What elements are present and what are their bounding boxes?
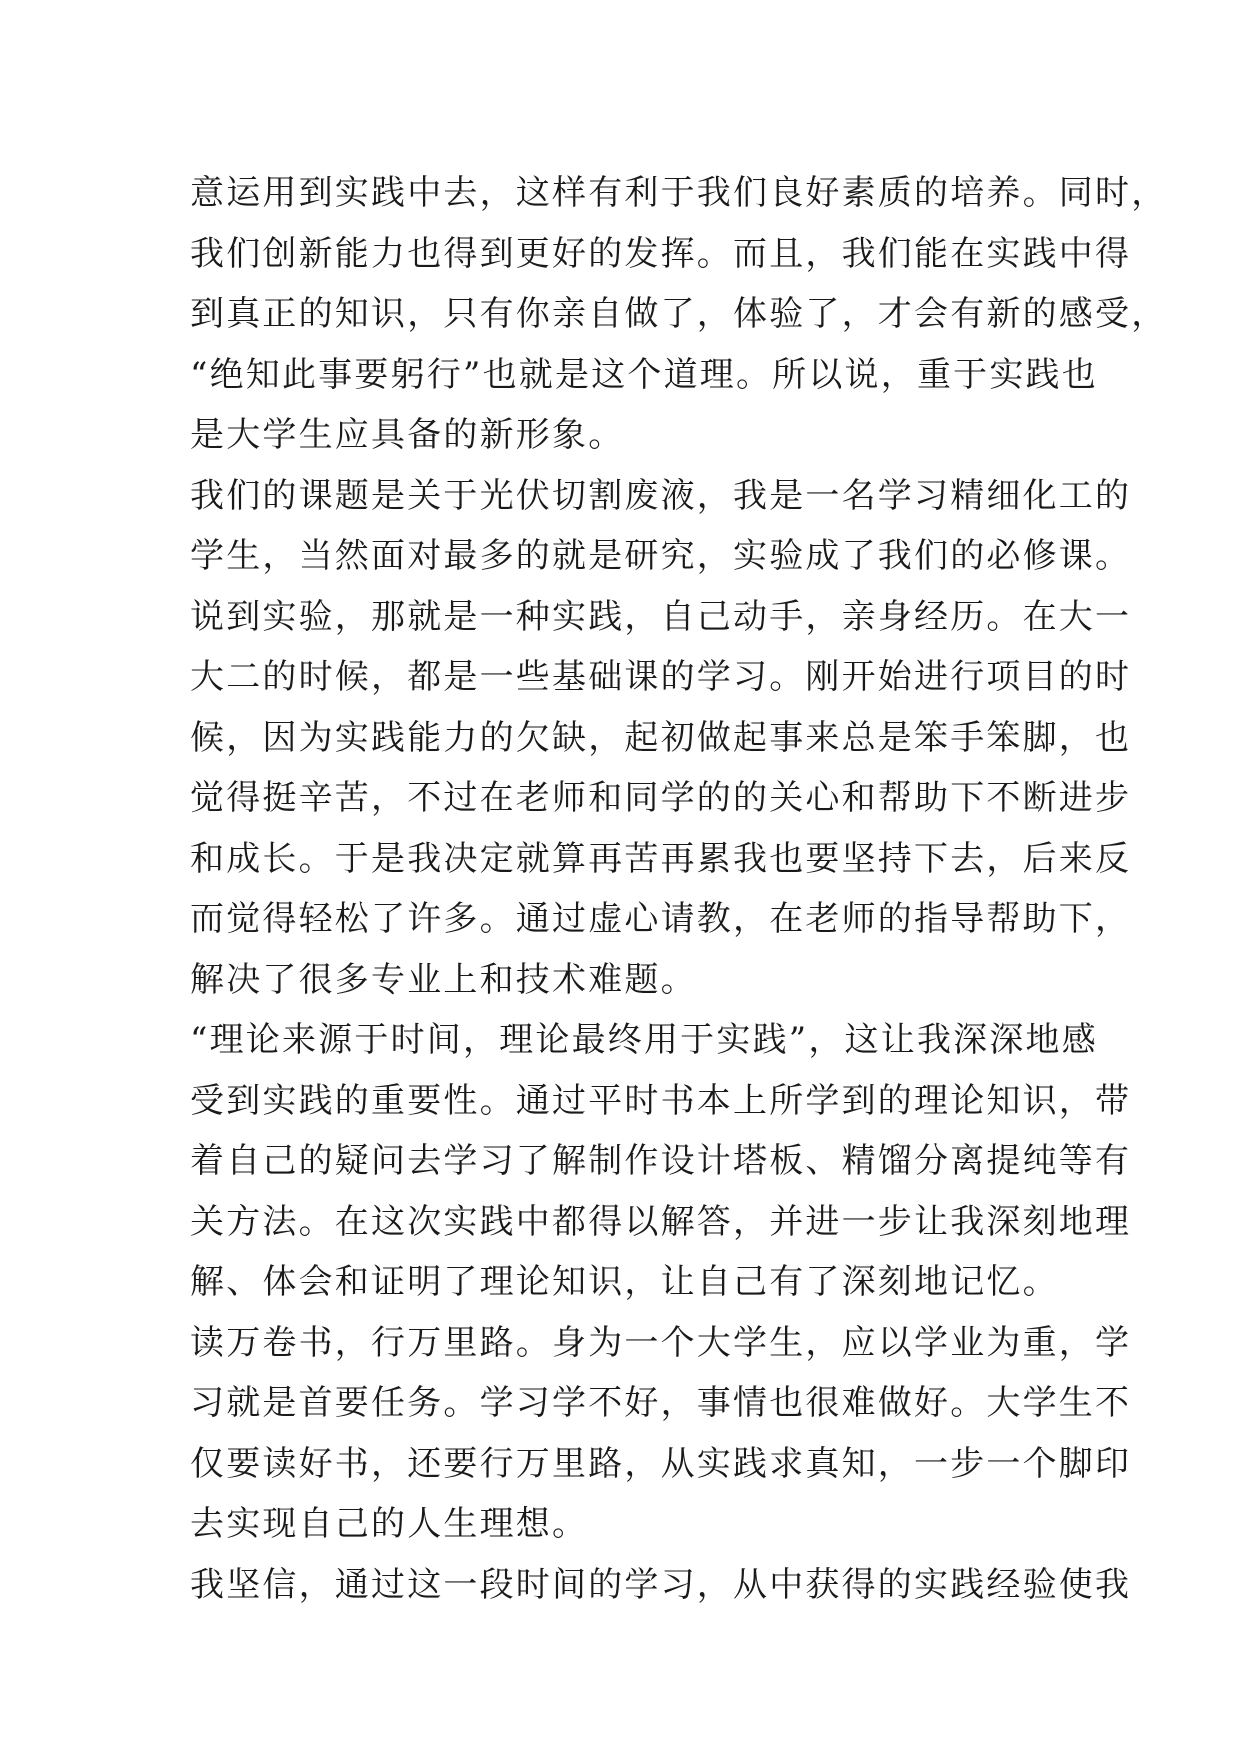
body-text (190, 163, 1168, 1615)
text-line: 大二的时候，都是一些基础课的学习。刚开始进行项目的时 (190, 657, 1132, 697)
text-line: 去实现自己的人生理想。 (190, 1504, 589, 1544)
text-line: 受到实践的重要性。通过平时书本上所学到的理论知识，带 (190, 1080, 1132, 1121)
text-line: 到真正的知识，只有你亲自做了，体验了，才会有新的感受， (190, 294, 1168, 334)
text-line: 说到实验，那就是一种实践，自己动手，亲身经历。在大一 (190, 596, 1132, 637)
text-line: 我们创新能力也得到更好的发挥。而且，我们能在实践中得 (190, 233, 1132, 274)
text-line: 是大学生应具备的新形象。 (190, 415, 625, 455)
text-line: 解决了很多专业上和技术难题。 (190, 959, 697, 1000)
text-line: 我们的课题是关于光伏切割废液，我是一名学习精细化工的 (190, 475, 1132, 516)
text-line: 仅要读好书，还要行万里路，从实践求真知，一步一个脚印 (190, 1443, 1132, 1484)
text-line: 学生，当然面对最多的就是研究，实验成了我们的必修课。 (190, 536, 1132, 576)
text-line: 候，因为实践能力的欠缺，起初做起事来总是笨手笨脚，也 (190, 717, 1132, 758)
text-line: 关方法。在这次实践中都得以解答，并进一步让我深刻地理 (190, 1201, 1132, 1242)
text-line: 着自己的疑问去学习了解制作设计塔板、精馏分离提纯等有 (190, 1141, 1132, 1181)
text-line: 而觉得轻松了许多。通过虚心请教，在老师的指导帮助下， (190, 899, 1132, 939)
text-line: “理论来源于时间，理论最终用于实践”，这让我深深地感 (190, 1020, 1098, 1060)
text-line: 意运用到实践中去，这样有利于我们良好素质的培养。同时， (190, 173, 1168, 213)
text-line: “绝知此事要躬行”也就是这个道理。所以说，重于实践也 (190, 354, 1098, 395)
text-line: 觉得挺辛苦，不过在老师和同学的的关心和帮助下不断进步 (190, 778, 1132, 818)
text-line: 和成长。于是我决定就算再苦再累我也要坚持下去，后来反 (190, 838, 1132, 879)
text-line: 读万卷书，行万里路。身为一个大学生，应以学业为重，学 (190, 1322, 1132, 1363)
text-line: 习就是首要任务。学习学不好，事情也很难做好。大学生不 (190, 1383, 1132, 1423)
text-line: 解、体会和证明了理论知识，让自己有了深刻地记忆。 (190, 1262, 1059, 1302)
text-line: 我坚信，通过这一段时间的学习，从中获得的实践经验使我 (190, 1564, 1132, 1605)
